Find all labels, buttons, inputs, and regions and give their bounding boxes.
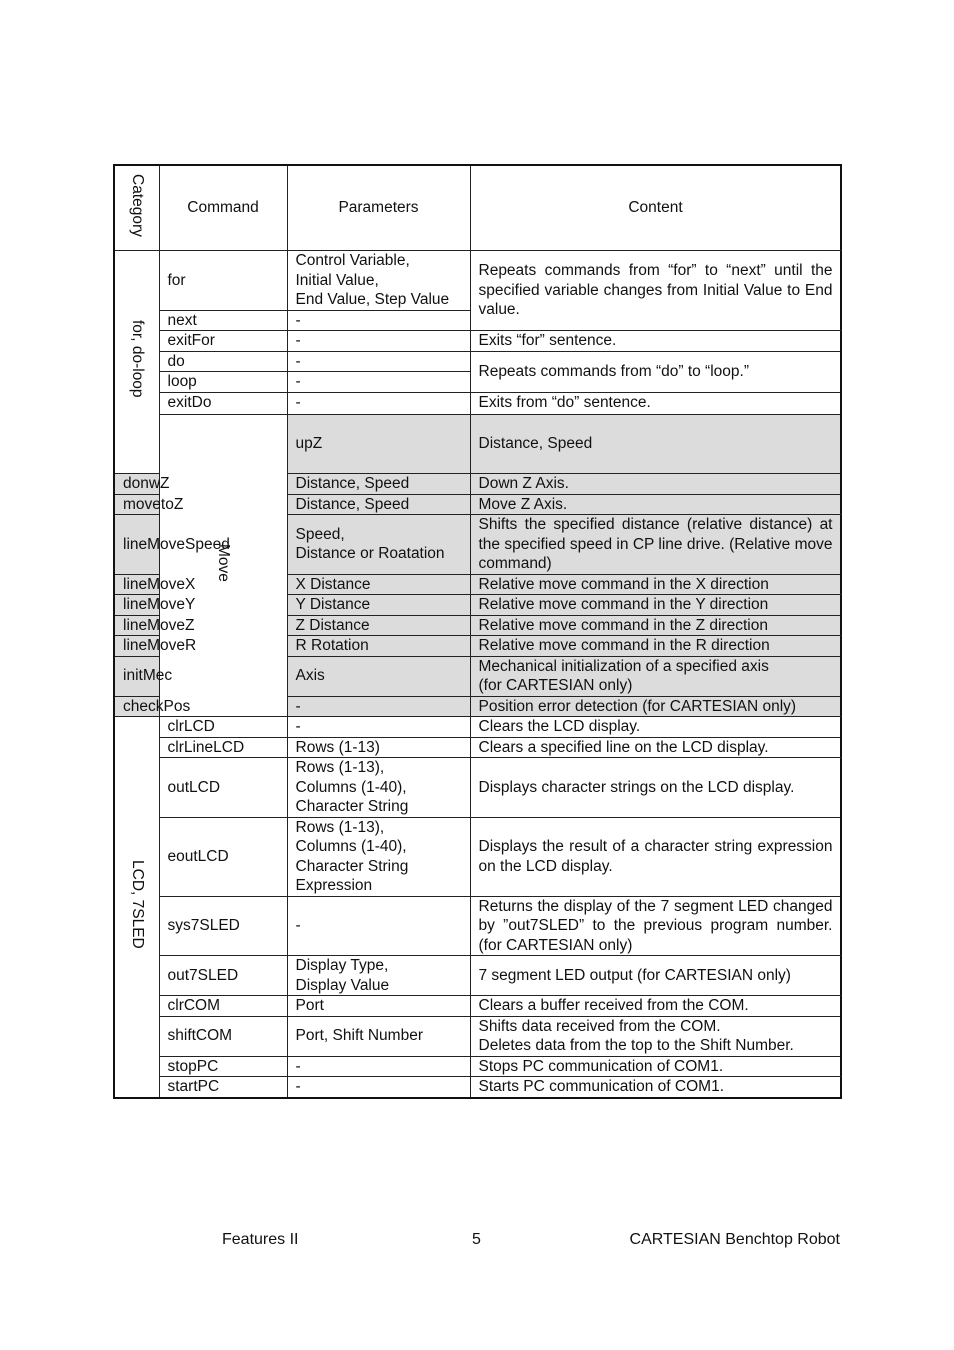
content-cell: Stops PC communication of COM1. [470, 1056, 841, 1077]
parameters-cell: Y Distance [287, 595, 470, 616]
content-cell: Displays the result of a character string expression on the LCD display. [470, 817, 841, 896]
parameters-cell: Port, Shift Number [287, 1016, 470, 1056]
parameters-cell: Display Type, Display Value [287, 956, 470, 996]
footer-document-title: CARTESIAN Benchtop Robot [629, 1231, 840, 1248]
parameters-cell: Rows (1-13), Columns (1-40), Character String [287, 758, 470, 818]
command-cell: stopPC [159, 1056, 287, 1077]
parameters-cell: - [287, 1077, 470, 1098]
command-cell: movetoZ [114, 494, 159, 515]
content-cell: Displays character strings on the LCD display. [470, 758, 841, 818]
command-cell: upZ [287, 414, 470, 474]
parameters-cell: Distance, Speed [287, 494, 470, 515]
table-row [114, 351, 841, 372]
parameters-cell: Port [287, 996, 470, 1017]
table-row [114, 392, 841, 414]
header-parameters: Parameters [287, 165, 470, 251]
command-cell: shiftCOM [159, 1016, 287, 1056]
parameters-cell: - [287, 310, 470, 331]
content-cell: Move Z Axis. [470, 494, 841, 515]
command-cell: lineMoveSpeed [114, 515, 159, 575]
content-cell: Down Z Axis. [470, 474, 841, 495]
header-category: Category [114, 165, 159, 251]
command-cell: donwZ [114, 474, 159, 495]
command-cell: lineMoveY [114, 595, 159, 616]
parameters-cell: - [287, 896, 470, 956]
parameters-cell: X Distance [287, 574, 470, 595]
content-cell: Clears a buffer received from the COM. [470, 996, 841, 1017]
command-cell: checkPos [114, 696, 159, 717]
content-cell: Returns the display of the 7 segment LED changed by ”out7SLED” to the previous program number. (for CARTESIAN only) [470, 896, 841, 956]
table-row [114, 414, 841, 474]
command-cell: startPC [159, 1077, 287, 1098]
content-cell: Relative move command in the X direction [470, 574, 841, 595]
table-row [114, 896, 841, 956]
parameters-cell: Distance, Speed [287, 474, 470, 495]
content-cell: Relative move command in the Y direction [470, 595, 841, 616]
parameters-cell: Control Variable, Initial Value, End Value, Step Value [287, 251, 470, 311]
parameters-cell: Axis [287, 656, 470, 696]
parameters-cell: Rows (1-13) [287, 737, 470, 758]
parameters-cell: Distance, Speed [470, 414, 841, 474]
parameters-cell: Rows (1-13), Columns (1-40), Character String Expression [287, 817, 470, 896]
content-cell: Relative move command in the Z direction [470, 615, 841, 636]
content-cell: Relative move command in the R direction [470, 636, 841, 657]
content-cell: Shifts data received from the COM. Deletes data from the top to the Shift Number. [470, 1016, 841, 1056]
table-row [114, 817, 841, 896]
command-cell: initMec [114, 656, 159, 696]
command-cell: outLCD [159, 758, 287, 818]
table-row [114, 737, 841, 758]
content-cell: Clears the LCD display. [470, 717, 841, 738]
command-cell: exitFor [159, 331, 287, 352]
category-cell-lcd: LCD, 7SLED [114, 717, 159, 1098]
footer-section-title: Features II [222, 1231, 299, 1248]
category-cell-move: Move [159, 414, 287, 717]
command-cell: clrLCD [159, 717, 287, 738]
command-cell: next [159, 310, 287, 331]
content-cell: Position error detection (for CARTESIAN only) [470, 696, 841, 717]
content-cell: Exits from “do” sentence. [470, 392, 841, 414]
header-content: Content [470, 165, 841, 251]
parameters-cell: - [287, 696, 470, 717]
table-row [114, 996, 841, 1017]
command-cell: exitDo [159, 392, 287, 414]
content-cell: Shifts the specified distance (relative distance) at the specified speed in CP line drive. (Relative move command) [470, 515, 841, 575]
parameters-cell: - [287, 1056, 470, 1077]
footer-page-number: 5 [472, 1231, 481, 1248]
content-cell: Repeats commands from “for” to “next” until the specified variable changes from Initial Value to End value. [470, 251, 841, 331]
parameters-cell: - [287, 331, 470, 352]
category-cell-loop: for, do-loop [114, 251, 159, 474]
command-cell: clrLineLCD [159, 737, 287, 758]
table-row [114, 758, 841, 818]
table-row [114, 1077, 841, 1098]
table-row [114, 331, 841, 352]
table-row [114, 1016, 841, 1056]
command-cell: for [159, 251, 287, 311]
parameters-cell: - [287, 392, 470, 414]
parameters-cell: Speed, Distance or Roatation [287, 515, 470, 575]
content-cell: Repeats commands from “do” to “loop.” [470, 351, 841, 392]
parameters-cell: R Rotation [287, 636, 470, 657]
command-cell: clrCOM [159, 996, 287, 1017]
table-row [114, 251, 841, 311]
parameters-cell: - [287, 372, 470, 393]
content-cell: Mechanical initialization of a specified axis (for CARTESIAN only) [470, 656, 841, 696]
command-cell: sys7SLED [159, 896, 287, 956]
table-row [114, 956, 841, 996]
command-table [113, 164, 842, 1099]
command-cell: out7SLED [159, 956, 287, 996]
command-cell: lineMoveR [114, 636, 159, 657]
command-cell: eoutLCD [159, 817, 287, 896]
parameters-cell: - [287, 717, 470, 738]
content-cell: Clears a specified line on the LCD display. [470, 737, 841, 758]
content-cell: Exits “for” sentence. [470, 331, 841, 352]
content-cell: Starts PC communication of COM1. [470, 1077, 841, 1098]
table-row [114, 717, 841, 738]
table-row [114, 1056, 841, 1077]
parameters-cell: - [287, 351, 470, 372]
command-cell: do [159, 351, 287, 372]
command-cell: loop [159, 372, 287, 393]
table-header-row [114, 165, 841, 251]
command-cell: lineMoveX [114, 574, 159, 595]
content-cell: 7 segment LED output (for CARTESIAN only) [470, 956, 841, 996]
parameters-cell: Z Distance [287, 615, 470, 636]
header-command: Command [159, 165, 287, 251]
command-cell: lineMoveZ [114, 615, 159, 636]
